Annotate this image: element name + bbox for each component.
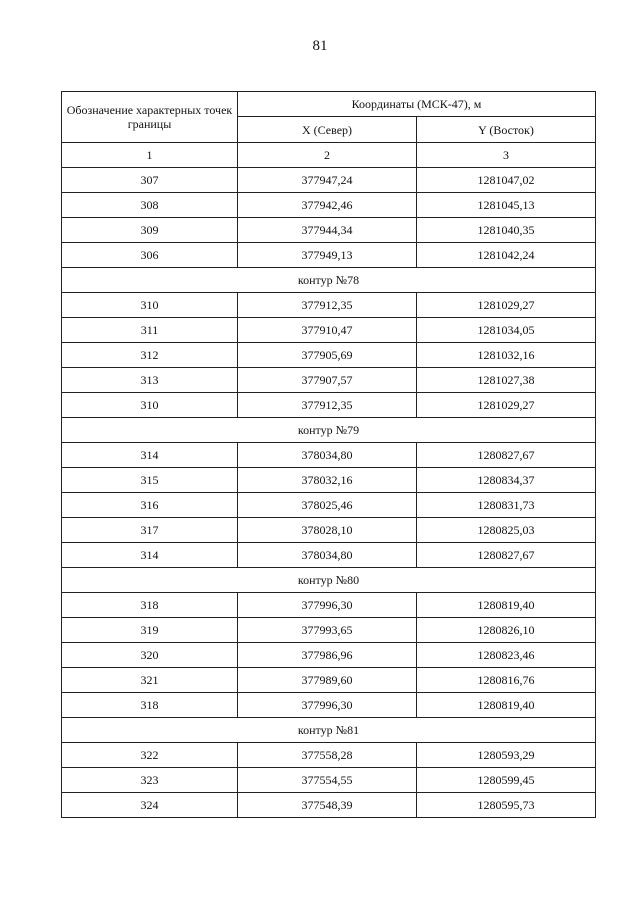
contour-label: контур №80	[62, 568, 596, 593]
table-row	[62, 468, 596, 493]
table-row	[62, 693, 596, 718]
x-coordinate-cell: 378032,16	[238, 468, 417, 493]
x-coordinate-cell: 378034,80	[238, 543, 417, 568]
table-row	[62, 618, 596, 643]
y-coordinate-cell: 1280816,76	[417, 668, 596, 693]
y-coordinate-cell: 1281029,27	[417, 293, 596, 318]
x-coordinate-cell: 377554,55	[238, 768, 417, 793]
header-x-label: X (Север)	[238, 117, 417, 143]
coordinates-table-body	[62, 92, 596, 818]
x-coordinate-cell: 378034,80	[238, 443, 417, 468]
header-coords-label: Координаты (МСК-47), м	[238, 92, 596, 117]
x-coordinate-cell: 377949,13	[238, 243, 417, 268]
y-coordinate-cell: 1280826,10	[417, 618, 596, 643]
y-coordinate-cell: 1280595,73	[417, 793, 596, 818]
table-row	[62, 493, 596, 518]
header-point-label: Обозначение характерных точек границы	[62, 92, 238, 143]
table-row	[62, 343, 596, 368]
point-id-cell: 313	[62, 368, 238, 393]
table-row	[62, 218, 596, 243]
point-id-cell: 322	[62, 743, 238, 768]
table-row	[62, 768, 596, 793]
x-coordinate-cell: 377944,34	[238, 218, 417, 243]
contour-row	[62, 418, 596, 443]
contour-row	[62, 268, 596, 293]
y-coordinate-cell: 1281032,16	[417, 343, 596, 368]
header-y-label: Y (Восток)	[417, 117, 596, 143]
x-coordinate-cell: 377912,35	[238, 393, 417, 418]
contour-label: контур №81	[62, 718, 596, 743]
table-row	[62, 443, 596, 468]
x-coordinate-cell: 378025,46	[238, 493, 417, 518]
x-coordinate-cell: 377996,30	[238, 593, 417, 618]
column-number-row	[62, 143, 596, 168]
point-id-cell: 310	[62, 293, 238, 318]
y-coordinate-cell: 1280827,67	[417, 443, 596, 468]
x-coordinate-cell: 377907,57	[238, 368, 417, 393]
point-id-cell: 312	[62, 343, 238, 368]
y-coordinate-cell: 1281027,38	[417, 368, 596, 393]
point-id-cell: 315	[62, 468, 238, 493]
table-row	[62, 368, 596, 393]
x-coordinate-cell: 377986,96	[238, 643, 417, 668]
point-id-cell: 320	[62, 643, 238, 668]
point-id-cell: 308	[62, 193, 238, 218]
table-row	[62, 293, 596, 318]
y-coordinate-cell: 1280831,73	[417, 493, 596, 518]
point-id-cell: 314	[62, 543, 238, 568]
point-id-cell: 321	[62, 668, 238, 693]
point-id-cell: 317	[62, 518, 238, 543]
table-row	[62, 793, 596, 818]
table-row	[62, 593, 596, 618]
contour-row	[62, 718, 596, 743]
page-number: 81	[312, 38, 328, 54]
point-id-cell: 323	[62, 768, 238, 793]
x-coordinate-cell: 377947,24	[238, 168, 417, 193]
x-coordinate-cell: 377942,46	[238, 193, 417, 218]
coordinates-table	[61, 91, 596, 818]
table-row	[62, 393, 596, 418]
y-coordinate-cell: 1280593,29	[417, 743, 596, 768]
column-number: 1	[62, 143, 238, 168]
point-id-cell: 310	[62, 393, 238, 418]
point-id-cell: 318	[62, 593, 238, 618]
table-row	[62, 243, 596, 268]
y-coordinate-cell: 1281042,24	[417, 243, 596, 268]
column-number: 3	[417, 143, 596, 168]
y-coordinate-cell: 1281034,05	[417, 318, 596, 343]
x-coordinate-cell: 377558,28	[238, 743, 417, 768]
x-coordinate-cell: 377989,60	[238, 668, 417, 693]
column-number: 2	[238, 143, 417, 168]
x-coordinate-cell: 377996,30	[238, 693, 417, 718]
table-header-row	[62, 92, 596, 117]
y-coordinate-cell: 1280599,45	[417, 768, 596, 793]
y-coordinate-cell: 1280827,67	[417, 543, 596, 568]
table-row	[62, 668, 596, 693]
point-id-cell: 324	[62, 793, 238, 818]
point-id-cell: 314	[62, 443, 238, 468]
x-coordinate-cell: 377905,69	[238, 343, 417, 368]
y-coordinate-cell: 1280819,40	[417, 693, 596, 718]
table-row	[62, 193, 596, 218]
point-id-cell: 309	[62, 218, 238, 243]
y-coordinate-cell: 1281029,27	[417, 393, 596, 418]
x-coordinate-cell: 377912,35	[238, 293, 417, 318]
x-coordinate-cell: 378028,10	[238, 518, 417, 543]
x-coordinate-cell: 377910,47	[238, 318, 417, 343]
y-coordinate-cell: 1280834,37	[417, 468, 596, 493]
point-id-cell: 311	[62, 318, 238, 343]
table-row	[62, 518, 596, 543]
y-coordinate-cell: 1280823,46	[417, 643, 596, 668]
contour-label: контур №78	[62, 268, 596, 293]
point-id-cell: 306	[62, 243, 238, 268]
point-id-cell: 319	[62, 618, 238, 643]
table-row	[62, 168, 596, 193]
contour-label: контур №79	[62, 418, 596, 443]
point-id-cell: 316	[62, 493, 238, 518]
x-coordinate-cell: 377993,65	[238, 618, 417, 643]
table-row	[62, 743, 596, 768]
table-row	[62, 318, 596, 343]
point-id-cell: 318	[62, 693, 238, 718]
y-coordinate-cell: 1281040,35	[417, 218, 596, 243]
table-row	[62, 643, 596, 668]
y-coordinate-cell: 1280825,03	[417, 518, 596, 543]
y-coordinate-cell: 1281045,13	[417, 193, 596, 218]
y-coordinate-cell: 1281047,02	[417, 168, 596, 193]
x-coordinate-cell: 377548,39	[238, 793, 417, 818]
contour-row	[62, 568, 596, 593]
y-coordinate-cell: 1280819,40	[417, 593, 596, 618]
table-row	[62, 543, 596, 568]
point-id-cell: 307	[62, 168, 238, 193]
